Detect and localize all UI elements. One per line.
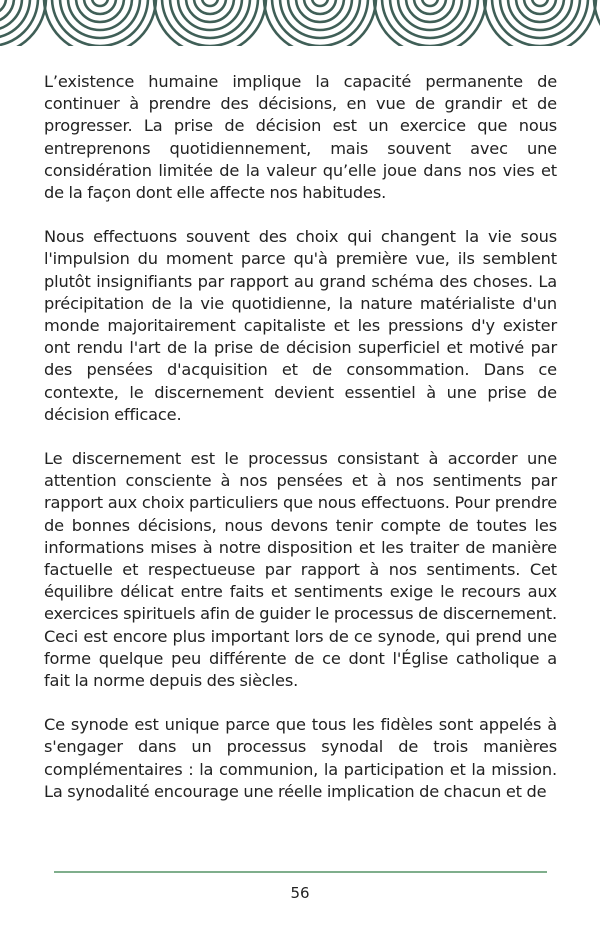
paragraph-1: L’existence humaine implique la capacité permanente de continuer à prendre des décisions, en vue de grandir et de progresser. La prise de décision est un exercice que nous entreprenons quotidiennement, mais souvent avec une considération limitée de la valeur qu’elle joue dans nos vies et de la façon dont elle affecte nos habitudes.	[44, 72, 557, 203]
paragraph-3: Le discernement est le processus consistant à accorder une attention consciente à nos pensées et à nos sentiments par rapport aux choix particuliers que nous effectuons. Pour prendre de bonnes décisions, nous devons tenir compte de toutes les informations mises à notre disposition et les traiter de manière factuelle et respectueuse par rapport à nos sentiments. Cet équilibre délicat entre faits et sentiments exige le recours aux exercices spirituels afin de guider le processus de discernement. Ceci est encore plus important lors de ce synode, qui prend une forme quelque peu différente de ce dont l'Église catholique a fait la norme depuis des siècles.	[44, 449, 557, 691]
paragraph-2: Nous effectuons souvent des choix qui changent la vie sous l'impulsion du moment parce qu'à première vue, ils semblent plutôt insignifiants par rapport au grand schéma des choses. La précipitation de la vie quotidienne, la nature matérialiste d'un monde majoritairement capitaliste et les pressions d'y exister ont rendu l'art de la prise de décision superficiel et motivé par des pensées d'acquisition et de consommation. Dans ce contexte, le discernement devient essentiel à une prise de décision efficace.	[44, 227, 557, 424]
paragraph-4: Ce synode est unique parce que tous les fidèles sont appelés à s'engager dans un processus synodal de trois manières complémentaires : la communion, la participation et la mission. La synodalité encourage une réelle implication de chacun et de	[44, 715, 557, 801]
page-number: 56	[290, 884, 310, 902]
decorative-arc-pattern	[0, 0, 600, 48]
page-body	[44, 71, 557, 825]
footer-divider	[54, 871, 547, 873]
